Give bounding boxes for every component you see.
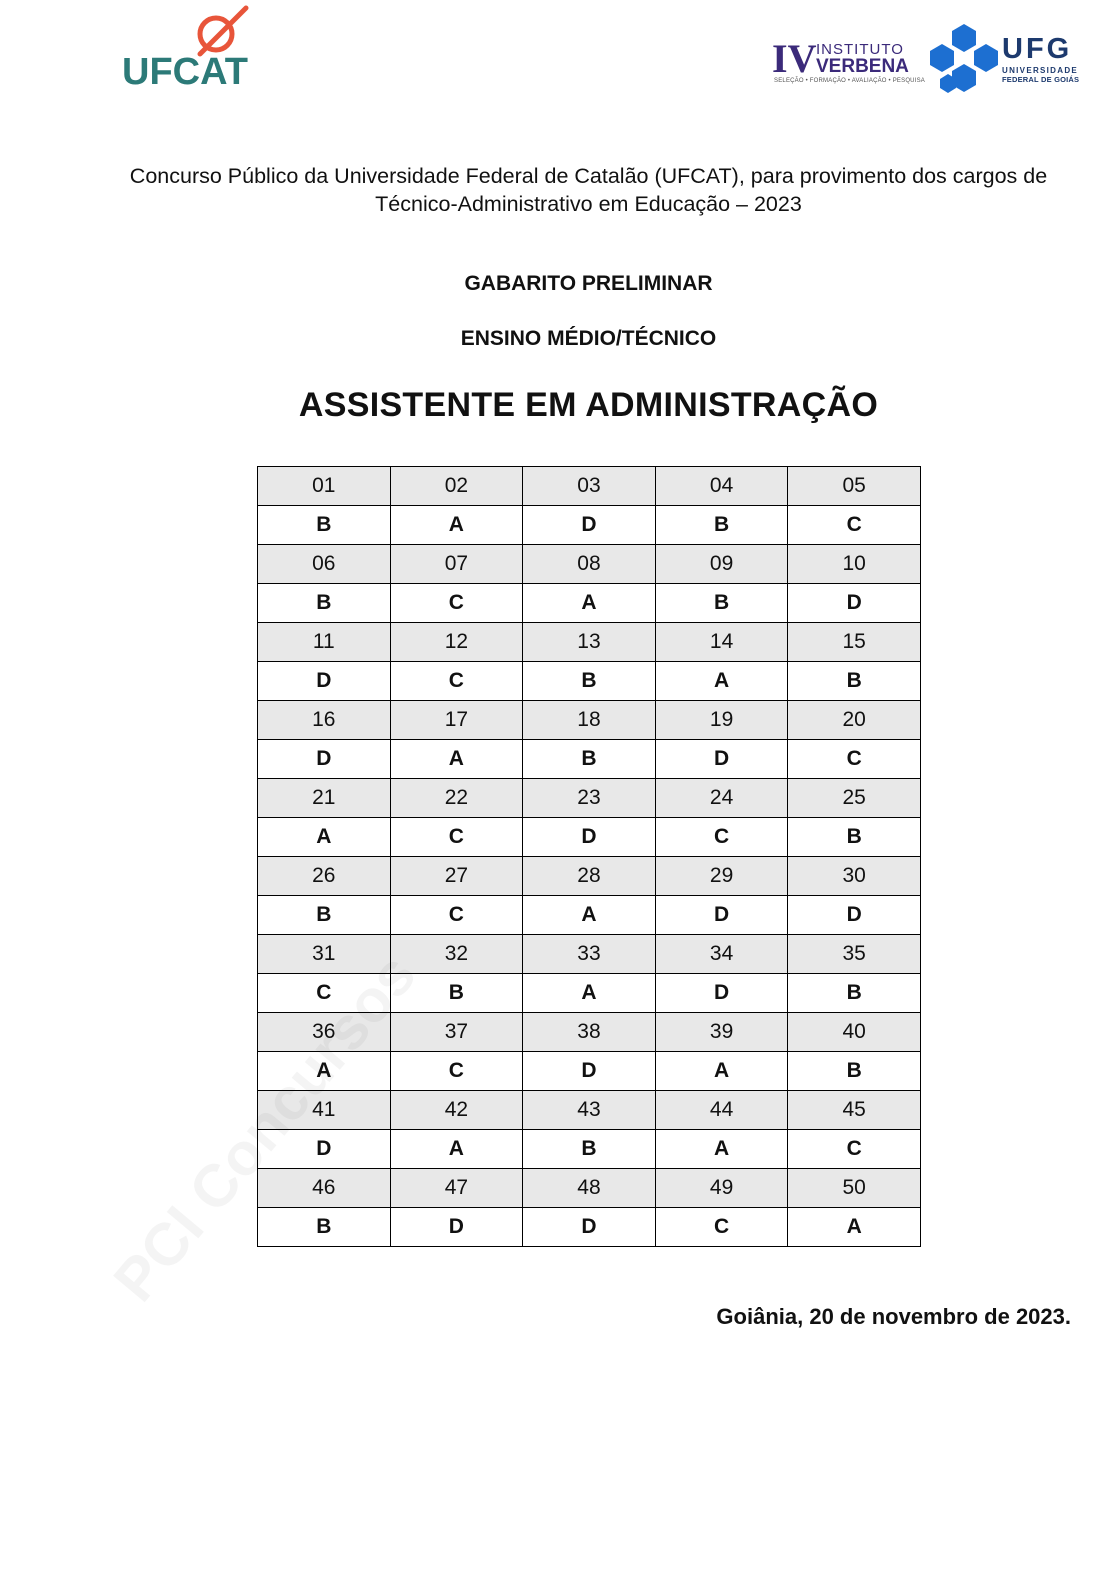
cargo-title: ASSISTENTE EM ADMINISTRAÇÃO xyxy=(298,386,879,424)
question-number-row xyxy=(258,935,921,974)
answer-cell: B xyxy=(258,1208,391,1247)
answer-cell: A xyxy=(655,662,788,701)
answer-cell: D xyxy=(523,818,656,857)
question-number-cell: 20 xyxy=(788,701,921,740)
question-number-cell: 21 xyxy=(258,779,391,818)
question-number-cell: 34 xyxy=(655,935,788,974)
question-number-row xyxy=(258,623,921,662)
answer-cell: B xyxy=(788,818,921,857)
answer-cell: B xyxy=(523,662,656,701)
intro-line-2: Técnico-Administrativo em Educação – 2023 xyxy=(375,192,802,216)
question-number-cell: 12 xyxy=(390,623,523,662)
answer-cell: B xyxy=(788,1052,921,1091)
question-number-row xyxy=(258,1013,921,1052)
question-number-cell: 18 xyxy=(523,701,656,740)
answer-cell: A xyxy=(523,584,656,623)
nivel-heading: ENSINO MÉDIO/TÉCNICO xyxy=(460,327,717,350)
question-number-cell: 48 xyxy=(523,1169,656,1208)
question-number-cell: 38 xyxy=(523,1013,656,1052)
answer-cell: B xyxy=(788,974,921,1013)
question-number-row xyxy=(258,467,921,506)
question-number-cell: 28 xyxy=(523,857,656,896)
answer-cell: A xyxy=(523,896,656,935)
question-number-cell: 47 xyxy=(390,1169,523,1208)
answer-cell: C xyxy=(390,584,523,623)
question-number-cell: 40 xyxy=(788,1013,921,1052)
answer-cell: D xyxy=(523,506,656,545)
question-number-cell: 44 xyxy=(655,1091,788,1130)
answer-cell: A xyxy=(655,1052,788,1091)
question-number-cell: 04 xyxy=(655,467,788,506)
intro-paragraph xyxy=(70,162,1107,218)
answer-cell: B xyxy=(258,584,391,623)
question-number-cell: 15 xyxy=(788,623,921,662)
question-number-cell: 03 xyxy=(523,467,656,506)
answer-cell: C xyxy=(258,974,391,1013)
question-number-cell: 16 xyxy=(258,701,391,740)
question-number-row xyxy=(258,701,921,740)
answer-cell: D xyxy=(258,740,391,779)
answer-cell: A xyxy=(258,1052,391,1091)
question-number-cell: 01 xyxy=(258,467,391,506)
question-number-cell: 14 xyxy=(655,623,788,662)
answer-cell: B xyxy=(655,584,788,623)
answer-cell: B xyxy=(523,740,656,779)
answer-cell: A xyxy=(390,506,523,545)
verbena-line1: INSTITUTO xyxy=(816,41,904,58)
answer-cell: C xyxy=(788,1130,921,1169)
ufg-subtitle-1: UNIVERSIDADE xyxy=(1002,66,1079,75)
answer-cell: C xyxy=(390,662,523,701)
question-number-cell: 30 xyxy=(788,857,921,896)
answer-row xyxy=(258,506,921,545)
answer-key-table xyxy=(257,466,921,1247)
date-line: Goiânia, 20 de novembro de 2023. xyxy=(716,1304,1071,1329)
question-number-row xyxy=(258,545,921,584)
question-number-cell: 26 xyxy=(258,857,391,896)
answer-row xyxy=(258,662,921,701)
answer-cell: C xyxy=(390,1052,523,1091)
question-number-cell: 46 xyxy=(258,1169,391,1208)
question-number-cell: 10 xyxy=(788,545,921,584)
answer-cell: D xyxy=(390,1208,523,1247)
question-number-cell: 11 xyxy=(258,623,391,662)
question-number-cell: 37 xyxy=(390,1013,523,1052)
ufcat-wordmark: UFCAT xyxy=(122,51,248,93)
question-number-cell: 50 xyxy=(788,1169,921,1208)
question-number-row xyxy=(258,1169,921,1208)
answer-cell: A xyxy=(655,1130,788,1169)
intro-line-1: Concurso Público da Universidade Federal de Catalão (UFCAT), para provimento dos cargos de xyxy=(129,164,1048,188)
answer-row xyxy=(258,1130,921,1169)
answer-row xyxy=(258,896,921,935)
ufg-subtitle-2: FEDERAL DE GOIÁS xyxy=(1002,75,1080,84)
question-number-cell: 42 xyxy=(390,1091,523,1130)
answer-cell: D xyxy=(655,740,788,779)
question-number-cell: 25 xyxy=(788,779,921,818)
answer-cell: A xyxy=(390,1130,523,1169)
answer-cell: A xyxy=(258,818,391,857)
ufcat-logo xyxy=(122,4,258,94)
answer-row xyxy=(258,974,921,1013)
answer-cell: D xyxy=(788,896,921,935)
ufg-logo xyxy=(928,22,1078,96)
answer-row xyxy=(258,1208,921,1247)
answer-cell: D xyxy=(788,584,921,623)
answer-cell: B xyxy=(788,662,921,701)
verbena-tagline: SELEÇÃO • FORMAÇÃO • AVALIAÇÃO • PESQUISA xyxy=(774,78,925,84)
answer-cell: B xyxy=(655,506,788,545)
answer-cell: C xyxy=(390,818,523,857)
answer-cell: A xyxy=(523,974,656,1013)
question-number-cell: 32 xyxy=(390,935,523,974)
question-number-cell: 27 xyxy=(390,857,523,896)
answer-cell: C xyxy=(655,1208,788,1247)
question-number-cell: 49 xyxy=(655,1169,788,1208)
answer-cell: D xyxy=(655,896,788,935)
answer-cell: A xyxy=(788,1208,921,1247)
question-number-cell: 07 xyxy=(390,545,523,584)
answer-cell: B xyxy=(258,896,391,935)
question-number-cell: 39 xyxy=(655,1013,788,1052)
verbena-mark: IV xyxy=(772,36,817,81)
question-number-cell: 05 xyxy=(788,467,921,506)
question-number-cell: 41 xyxy=(258,1091,391,1130)
answer-cell: D xyxy=(258,1130,391,1169)
question-number-cell: 08 xyxy=(523,545,656,584)
question-number-cell: 19 xyxy=(655,701,788,740)
answer-cell: D xyxy=(523,1052,656,1091)
answer-row xyxy=(258,1052,921,1091)
question-number-cell: 31 xyxy=(258,935,391,974)
question-number-cell: 43 xyxy=(523,1091,656,1130)
answer-cell: C xyxy=(788,740,921,779)
question-number-row xyxy=(258,857,921,896)
question-number-cell: 17 xyxy=(390,701,523,740)
answer-cell: B xyxy=(258,506,391,545)
ufg-wordmark: UFG xyxy=(1002,33,1073,65)
answer-row xyxy=(258,818,921,857)
question-number-cell: 45 xyxy=(788,1091,921,1130)
answer-cell: C xyxy=(788,506,921,545)
question-number-cell: 24 xyxy=(655,779,788,818)
verbena-line2: VERBENA xyxy=(816,56,909,77)
instituto-verbena-logo xyxy=(772,36,925,86)
question-number-row xyxy=(258,1091,921,1130)
question-number-row xyxy=(258,779,921,818)
answer-cell: D xyxy=(655,974,788,1013)
question-number-cell: 23 xyxy=(523,779,656,818)
answer-row xyxy=(258,740,921,779)
answer-cell: C xyxy=(655,818,788,857)
question-number-cell: 02 xyxy=(390,467,523,506)
question-number-cell: 35 xyxy=(788,935,921,974)
answer-cell: D xyxy=(523,1208,656,1247)
question-number-cell: 36 xyxy=(258,1013,391,1052)
question-number-cell: 22 xyxy=(390,779,523,818)
answer-row xyxy=(258,584,921,623)
gabarito-heading: GABARITO PRELIMINAR xyxy=(464,272,713,295)
answer-cell: D xyxy=(258,662,391,701)
question-number-cell: 06 xyxy=(258,545,391,584)
answer-cell: C xyxy=(390,896,523,935)
answer-cell: B xyxy=(390,974,523,1013)
question-number-cell: 09 xyxy=(655,545,788,584)
answer-cell: A xyxy=(390,740,523,779)
answer-cell: B xyxy=(523,1130,656,1169)
question-number-cell: 33 xyxy=(523,935,656,974)
question-number-cell: 13 xyxy=(523,623,656,662)
question-number-cell: 29 xyxy=(655,857,788,896)
ufg-hexagons-icon xyxy=(928,22,1000,96)
